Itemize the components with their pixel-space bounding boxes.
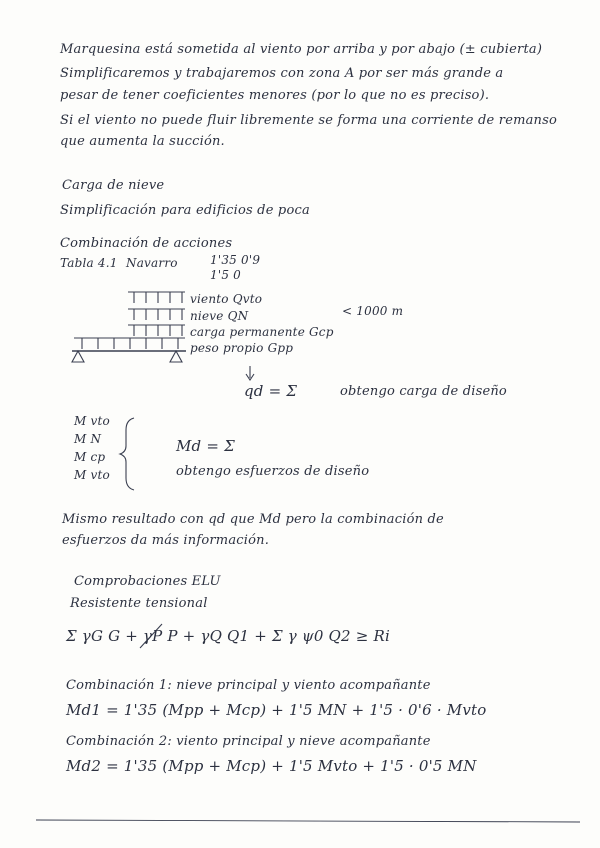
load-label-nieve: nieve QN <box>190 309 249 323</box>
md-equation: Md = Σ <box>176 437 235 455</box>
heading-resistencia: Resistente tensional <box>70 596 208 611</box>
altitude-note: < 1000 m <box>342 304 404 318</box>
load-label-peso-propio: peso propio Gpp <box>190 341 294 355</box>
moment-vto: M vto <box>74 414 110 428</box>
load-label-viento: viento Qvto <box>190 292 263 306</box>
combo2-formula: Md2 = 1'35 (Mpp + Mcp) + 1'5 Mvto + 1'5 · 0'5 MN <box>66 757 477 775</box>
combo1-label: Combinación 1: nieve principal y viento acompañante <box>66 678 431 693</box>
md-text: obtengo esfuerzos de diseño <box>176 464 370 479</box>
result-line1: Mismo resultado con qd que Md pero la combinación de <box>62 512 444 527</box>
combo2-label: Combinación 2: viento principal y nieve acompañante <box>66 734 431 749</box>
snow-text: Simplificación para edificios de poca <box>60 203 310 218</box>
heading-snow: Carga de nieve <box>62 178 165 193</box>
result-line2: esfuerzos da más información. <box>62 533 270 548</box>
heading-combination: Combinación de acciones <box>60 236 233 251</box>
heading-elu: Comprobaciones ELU <box>74 574 221 589</box>
table-values-row2: 1'5 0 <box>210 268 242 282</box>
paragraph2-line1: Si el viento no puede fluir libremente se forma una corriente de remanso <box>60 113 558 128</box>
qd-equation: qd = Σ <box>244 382 298 400</box>
combo1-formula: Md1 = 1'35 (Mpp + Mcp) + 1'5 MN + 1'5 · 0'6 · Mvto <box>66 701 487 719</box>
general-formula: Σ γG G + γP P + γQ Q1 + Σ γ ψ0 Q2 ≥ Ri <box>66 627 390 645</box>
paragraph2-line2: que aumenta la succión. <box>60 134 225 149</box>
table-ref: Tabla 4.1 <box>60 256 118 270</box>
paragraph1-line3: pesar de tener coeficientes menores (por lo que no es preciso). <box>60 88 490 103</box>
moment-n: M N <box>74 432 102 446</box>
load-label-permanente: carga permanente Gcp <box>190 325 334 339</box>
paragraph1-line1: Marquesina está sometida al viento por arriba y por abajo (± cubierta) <box>60 42 543 57</box>
paragraph1-line2: Simplificaremos y trabajaremos con zona A por ser más grande a <box>60 66 504 81</box>
moment-cp: M cp <box>74 450 106 464</box>
table-values-row1: 1'35 0'9 <box>210 253 261 267</box>
qd-text: obtengo carga de diseño <box>340 384 507 399</box>
moment-vto-2: M vto <box>74 468 110 482</box>
table-label: Navarro <box>126 256 178 270</box>
